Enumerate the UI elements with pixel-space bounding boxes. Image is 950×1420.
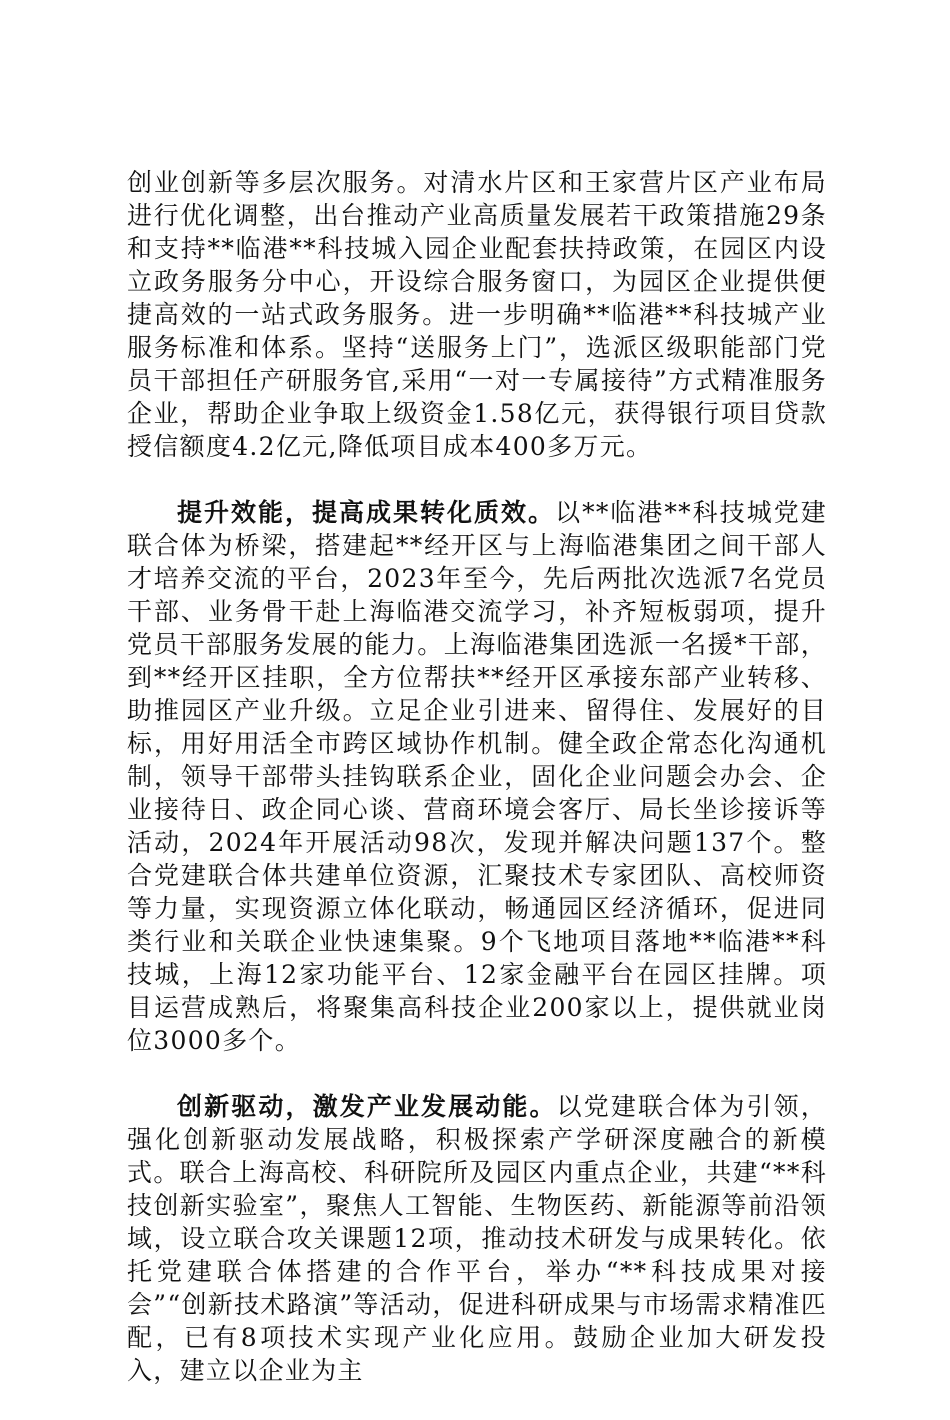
paragraph-services (127, 166, 827, 463)
paragraph-text: 创业创新等多层次服务。对清水片区和王家营片区产业布局进行优化调整，出台推动产业高质量发展若干政策措施29条和支持**临港**科技城入园企业配套扶持政策，在园区内设立政务服务分中心，开设综合服务窗口，为园区企业提供便捷高效的一站式政务服务。进一步明确**临港**科技城产业服务标准和体系。坚持“送服务上门”，选派区级职能部门党员干部担任产研服务官,采用“一对一专属接待”方式精准服务企业，帮助企业争取上级资金1.58亿元，获得银行项目贷款授信额度4.2亿元,降低项目成本400多万元。 (127, 168, 827, 461)
paragraph-heading: 提升效能，提高成果转化质效。 (177, 498, 556, 527)
paragraph-text: 以党建联合体为引领，强化创新驱动发展战略，积极探索产学研深度融合的新模式。联合上海高校、科研院所及园区内重点企业，共建“**科技创新实验室”，聚焦人工智能、生物医药、新能源等前沿领域，设立联合攻关课题12项，推动技术研发与成果转化。依托党建联合体搭建的合作平台，举办“**科技成果对接会”“创新技术路演”等活动，促进科研成果与市场需求精准匹配，已有8项技术实现产业化应用。鼓励企业加大研发投入，建立以企业为主 (127, 1092, 827, 1385)
paragraph-efficiency (127, 496, 827, 1057)
paragraph-text: 以**临港**科技城党建联合体为桥梁，搭建起**经开区与上海临港集团之间干部人才培养交流的平台，2023年至今，先后两批次选派7名党员干部、业务骨干赴上海临港交流学习，补齐短板弱项，提升党员干部服务发展的能力。上海临港集团选派一名援*干部，到**经开区挂职，全方位帮扶**经开区承接东部产业转移、助推园区产业升级。立足企业引进来、留得住、发展好的目标，用好用活全市跨区域协作机制。健全政企常态化沟通机制，领导干部带头挂钩联系企业，固化企业问题会办会、企业接待日、政企同心谈、营商环境会客厅、局长坐诊接诉等活动，2024年开展活动98次，发现并解决问题137个。整合党建联合体共建单位资源，汇聚技术专家团队、高校师资等力量，实现资源立体化联动，畅通园区经济循环，促进同类行业和关联企业快速集聚。9个飞地项目落地**临港**科技城，上海12家功能平台、12家金融平台在园区挂牌。项目运营成熟后，将聚集高科技企业200家以上，提供就业岗位3000多个。 (127, 498, 827, 1055)
paragraph-innovation (127, 1090, 827, 1387)
paragraph-heading: 创新驱动，激发产业发展动能。 (177, 1092, 557, 1121)
document-page (127, 166, 827, 1420)
